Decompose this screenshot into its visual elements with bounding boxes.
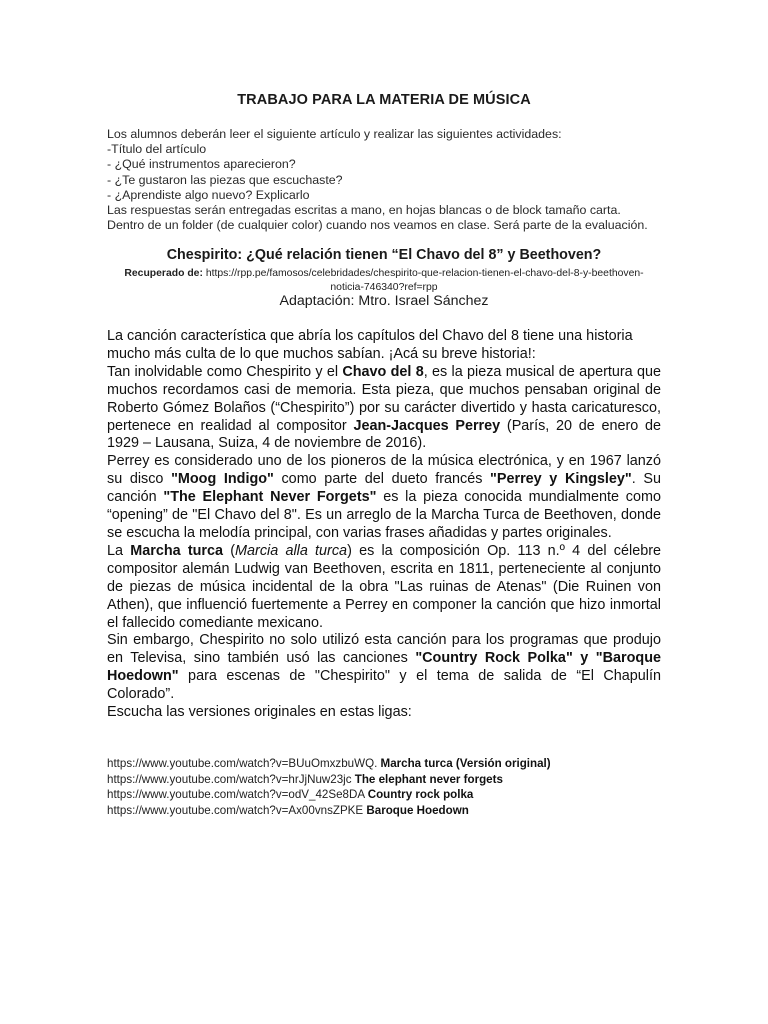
adaptation-credit: Adaptación: Mtro. Israel Sánchez [279, 293, 489, 309]
paragraph-listen: Escucha las versiones originales en estas ligas: [107, 704, 412, 721]
article-source [120, 267, 648, 294]
instructions-line: - ¿Qué instrumentos aparecieron? [107, 157, 296, 172]
link-label: Baroque Hoedown [366, 803, 469, 817]
link-url[interactable]: https://www.youtube.com/watch?v=BUuOmxzbuWQ. [107, 757, 381, 770]
paragraph-televisa: Sin embargo, Chespirito no solo utilizó esta canción para los programas que produjo en Televisa, sino también usó las canciones "Country Rock Polka" y "Baroque Hoedown" para escenas de "Chespirito" y el tema de salida de “El Chapulín Colorado”. [107, 632, 661, 703]
instructions-line: Las respuestas serán entregadas escritas a mano, en hojas blancas o de block tamaño carta. [107, 203, 621, 218]
list-item [107, 803, 667, 819]
list-item [107, 787, 667, 803]
paragraph-perrey: Perrey es considerado uno de los pioneros de la música electrónica, y en 1967 lanzó su disco "Moog Indigo" como parte del dueto francés "Perrey y Kingsley". Su canción "The Elephant Never Forgets" es la pieza conocida mundialmente como “opening” de "El Chavo del 8". Es un arreglo de la Marcha Turca de Beethoven, donde se escucha la melodía principal, con varias frases añadidas y partes originales. [107, 453, 661, 541]
instructions-block [107, 127, 667, 233]
links-list [107, 756, 667, 818]
source-url[interactable]: https://rpp.pe/famosos/celebridades/chespirito-que-relacion-tienen-el-chavo-del-8-y-beethoven-noticia-746340?ref=rpp [205, 268, 644, 293]
instructions-line: - ¿Aprendiste algo nuevo? Explicarlo [107, 187, 310, 202]
article-body [107, 328, 661, 722]
link-label: Country rock polka [367, 788, 474, 802]
link-label: The elephant never forgets [354, 772, 503, 786]
instructions-line: -Título del artículo [107, 142, 207, 157]
paragraph-chavo: Tan inolvidable como Chespirito y el Chavo del 8, es la pieza musical de apertura que muchos recordamos casi de memoria. Esta pieza, que muchos pensaban original de Roberto Gómez Bolaños (“Chespirito”) por su carácter divertido y hasta caricaturesco, pertenece en realidad al compositor Jean-Jacques Perrey (París, 20 de enero de 1929 – Lausana, Suiza, 4 de noviembre de 2016). [107, 363, 662, 452]
link-url[interactable]: https://www.youtube.com/watch?v=hrJjNuw23jc [107, 772, 355, 786]
source-label: Recuperado de: [124, 268, 203, 279]
instructions-line: Dentro de un folder (de cualquier color) cuando nos veamos en clase. Será parte de la evaluación. [107, 218, 648, 233]
list-item [107, 756, 667, 772]
list-item [107, 772, 667, 788]
article-title: Chespirito: ¿Qué relación tienen “El Chavo del 8” y Beethoven? [166, 247, 602, 263]
link-label: Marcha turca (Versión original) [380, 757, 551, 770]
link-url[interactable]: https://www.youtube.com/watch?v=Ax00vnsZPKE [107, 803, 367, 817]
instructions-line: Los alumnos deberán leer el siguiente artículo y realizar las siguientes actividades: [107, 127, 562, 141]
paragraph-marcha-turca: La Marcha turca (Marcia alla turca) es la composición Op. 113 n.º 4 del célebre compositor alemán Ludwig van Beethoven, escrita en 1811, perteneciente al conjunto de piezas de música incidental de la obra "Las ruinas de Atenas" (Die Ruinen von Athen), que influenció fuertemente a Perrey en componer la canción que hizo inmortal el fallecido comediante mexicano. [107, 542, 661, 631]
paragraph-intro: La canción característica que abría los capítulos del Chavo del 8 tiene una historia mucho más culta de lo que muchos sabían. ¡Acá su breve historia!: [107, 328, 633, 362]
link-url[interactable]: https://www.youtube.com/watch?v=odV_42Se8DA [107, 788, 368, 802]
instructions-line: - ¿Te gustaron las piezas que escuchaste? [107, 172, 343, 187]
page-title: TRABAJO PARA LA MATERIA DE MÚSICA [237, 92, 531, 108]
